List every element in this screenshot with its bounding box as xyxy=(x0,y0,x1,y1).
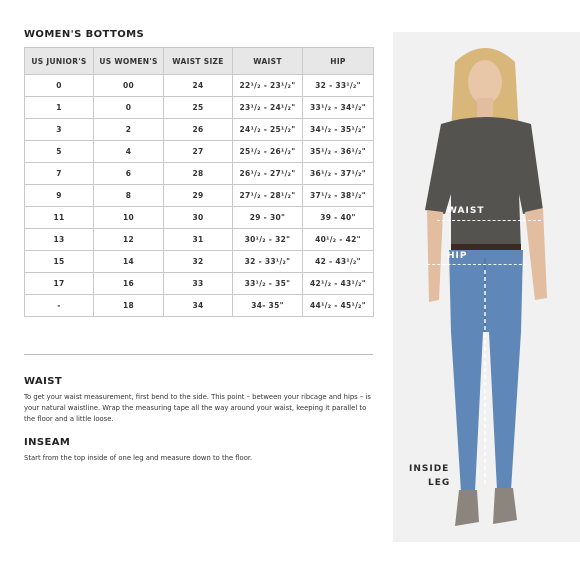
table-cell: 34 xyxy=(164,295,233,317)
hip-measure-line xyxy=(427,264,527,265)
table-row xyxy=(25,273,374,295)
header-hip: HIP xyxy=(303,48,374,75)
table-cell: 11 xyxy=(25,207,94,229)
table-cell: 12 xyxy=(94,229,164,251)
table-cell: 9 xyxy=(25,185,94,207)
table-cell: 16 xyxy=(94,273,164,295)
table-row xyxy=(25,141,374,163)
table-cell: 34- 35" xyxy=(233,295,303,317)
table-cell: 32 - 33¹/₂" xyxy=(233,251,303,273)
hip-label: HIP xyxy=(447,251,468,261)
table-cell: 28 xyxy=(164,163,233,185)
table-cell: 30¹/₂ - 32" xyxy=(233,229,303,251)
table-cell: 29 xyxy=(164,185,233,207)
table-row xyxy=(25,295,374,317)
table-cell: 39 - 40" xyxy=(303,207,374,229)
table-cell: 33¹/₂ - 35" xyxy=(233,273,303,295)
table-row xyxy=(25,185,374,207)
table-cell: 4 xyxy=(94,141,164,163)
table-cell: 42¹/₂ - 43¹/₂" xyxy=(303,273,374,295)
table-cell: 0 xyxy=(25,75,94,97)
table-cell: 33 xyxy=(164,273,233,295)
table-cell: 17 xyxy=(25,273,94,295)
table-cell: 31 xyxy=(164,229,233,251)
table-row xyxy=(25,75,374,97)
inseam-instructions: Start from the top inside of one leg and measure down to the floor. xyxy=(24,454,253,462)
table-cell: 26 xyxy=(164,119,233,141)
header-waist-size: WAIST SIZE xyxy=(164,48,233,75)
table-cell: 25¹/₂ - 26¹/₂" xyxy=(233,141,303,163)
table-cell: 30 xyxy=(164,207,233,229)
waist-label: WAIST xyxy=(447,206,485,216)
table-cell: 42 - 43¹/₂" xyxy=(303,251,374,273)
table-cell: 27 xyxy=(164,141,233,163)
table-row xyxy=(25,251,374,273)
table-cell: 1 xyxy=(25,97,94,119)
table-row xyxy=(25,229,374,251)
header-us-womens: US WOMEN'S xyxy=(94,48,164,75)
table-row xyxy=(25,207,374,229)
inseam-heading: INSEAM xyxy=(24,437,71,448)
table-cell: 35¹/₂ - 36¹/₂" xyxy=(303,141,374,163)
inside-label: INSIDE xyxy=(409,464,450,474)
table-cell: 15 xyxy=(25,251,94,273)
table-cell: 3 xyxy=(25,119,94,141)
model-photo xyxy=(393,32,580,542)
table-cell: 32 xyxy=(164,251,233,273)
waist-instructions: To get your waist measurement, first bend to the side. This point – between your ribcage and hips – is your natural waistline. Wrap the measuring tape all the way around your waist, keeping it parallel to the floor and a little loose. xyxy=(24,393,371,423)
table-cell: 8 xyxy=(94,185,164,207)
table-cell: 26¹/₂ - 27¹/₂" xyxy=(233,163,303,185)
table-cell: 29 - 30" xyxy=(233,207,303,229)
header-waist: WAIST xyxy=(233,48,303,75)
table-cell: 6 xyxy=(94,163,164,185)
waist-measure-line xyxy=(437,220,541,221)
table-cell: 7 xyxy=(25,163,94,185)
table-cell: 2 xyxy=(94,119,164,141)
table-row xyxy=(25,97,374,119)
table-row xyxy=(25,119,374,141)
table-cell: 23¹/₂ - 24¹/₂" xyxy=(233,97,303,119)
table-cell: 18 xyxy=(94,295,164,317)
table-cell: 44¹/₂ - 45¹/₂" xyxy=(303,295,374,317)
waist-heading: WAIST xyxy=(24,376,63,387)
leg-label: LEG xyxy=(428,478,451,488)
table-cell: 10 xyxy=(94,207,164,229)
table-cell: 0 xyxy=(94,97,164,119)
table-cell: 00 xyxy=(94,75,164,97)
table-cell: 40¹/₂ - 42" xyxy=(303,229,374,251)
table-cell: 34¹/₂ - 35¹/₂" xyxy=(303,119,374,141)
table-cell: 27¹/₂ - 28¹/₂" xyxy=(233,185,303,207)
table-cell: 36¹/₂ - 37¹/₂" xyxy=(303,163,374,185)
table-cell: - xyxy=(25,295,94,317)
table-cell: 24 xyxy=(164,75,233,97)
header-us-juniors: US JUNIOR'S xyxy=(25,48,94,75)
table-cell: 32 - 33¹/₂" xyxy=(303,75,374,97)
table-cell: 22¹/₂ - 23¹/₂" xyxy=(233,75,303,97)
table-header-row xyxy=(25,48,374,75)
section-divider xyxy=(24,354,373,355)
size-chart-table xyxy=(24,47,374,317)
table-row xyxy=(25,163,374,185)
table-cell: 33¹/₂ - 34¹/₂" xyxy=(303,97,374,119)
table-cell: 5 xyxy=(25,141,94,163)
page-title: WOMEN'S BOTTOMS xyxy=(24,29,145,40)
table-cell: 24¹/₂ - 25¹/₂" xyxy=(233,119,303,141)
table-cell: 14 xyxy=(94,251,164,273)
table-cell: 37¹/₂ - 38¹/₂" xyxy=(303,185,374,207)
table-cell: 25 xyxy=(164,97,233,119)
table-cell: 13 xyxy=(25,229,94,251)
